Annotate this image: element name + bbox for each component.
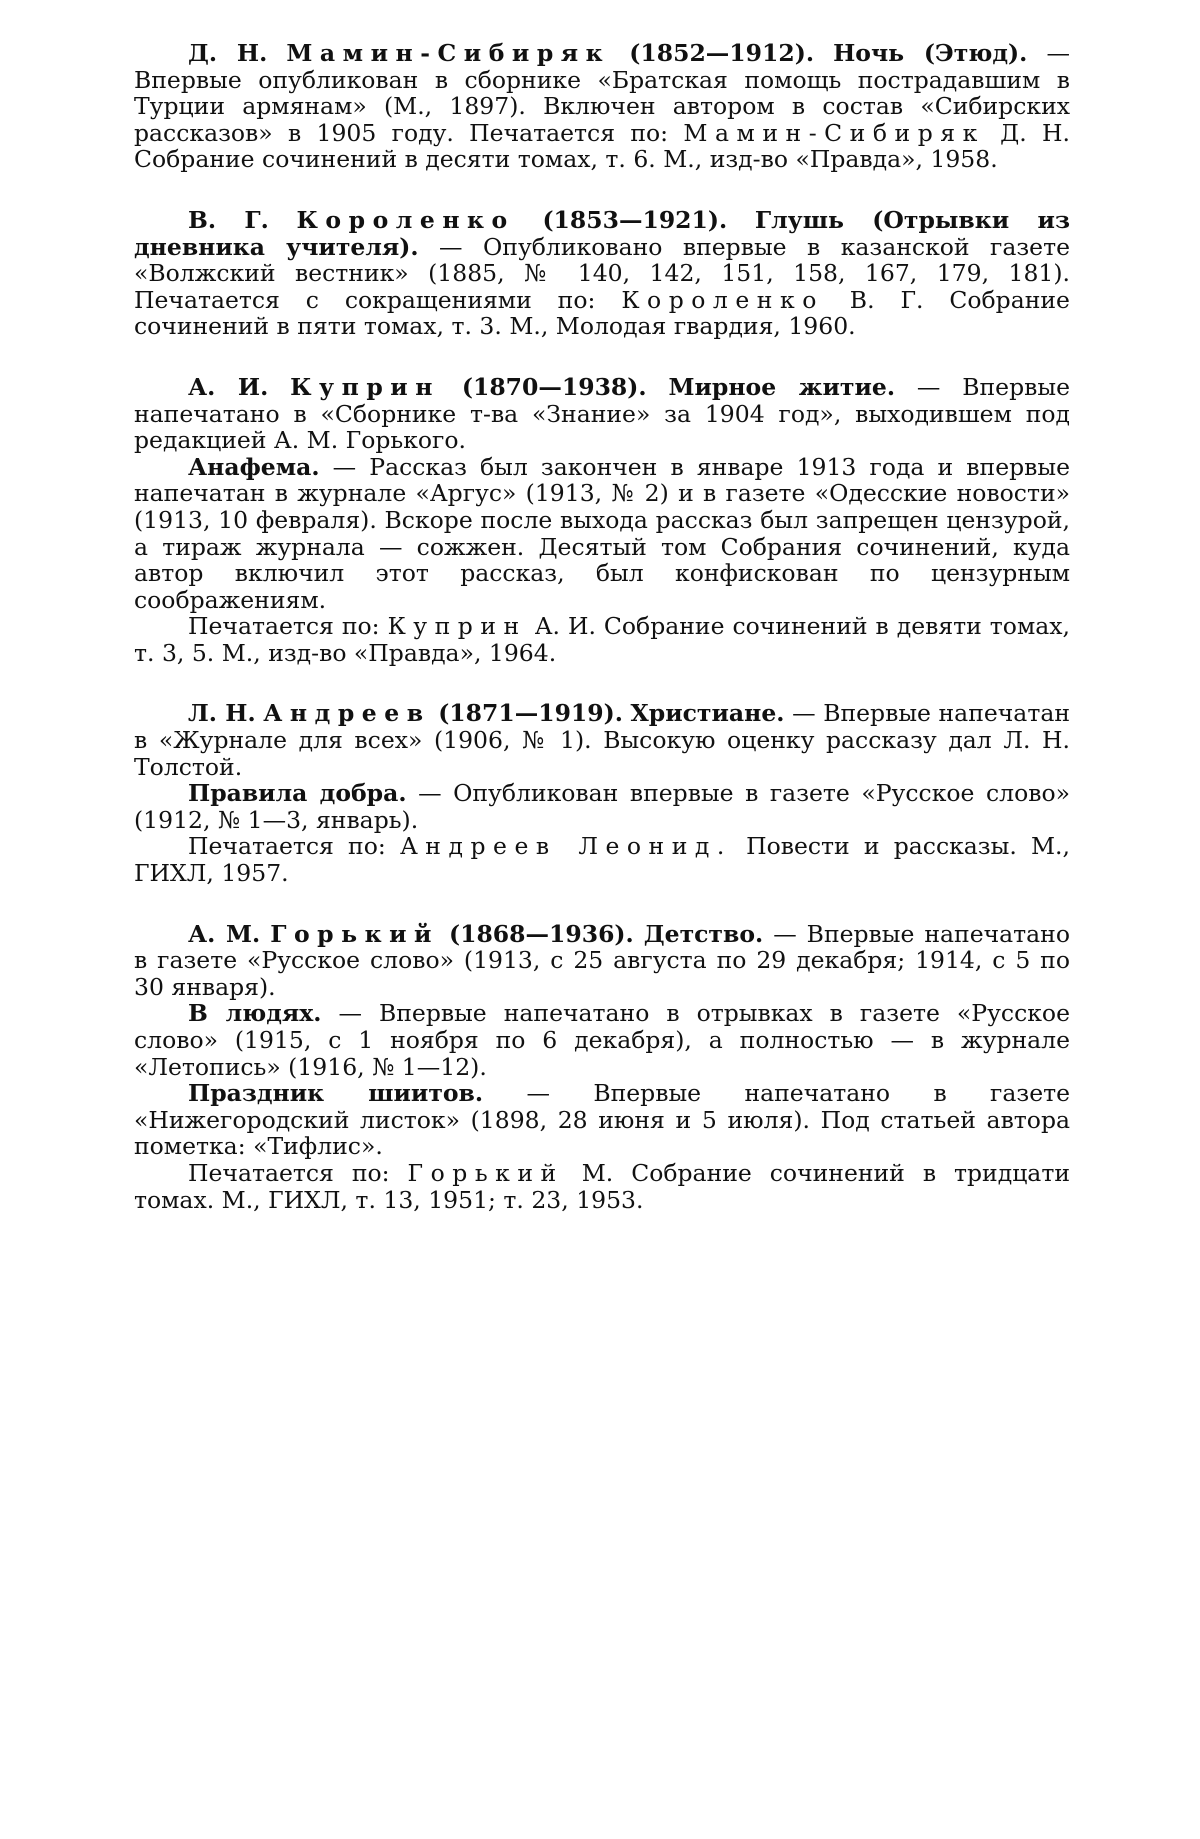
source-author: Короленко	[621, 285, 824, 314]
entry-paragraph	[134, 207, 1070, 340]
source-author: Куприн	[387, 612, 527, 641]
work-note: — Впервые напечатан в «Журнале для всех» (1906, № 1). Высокую оценку рассказу дал Л. Н. Толстой.	[134, 699, 1070, 781]
source-author: Андреев Леонид.	[399, 832, 732, 861]
entry-paragraph	[134, 780, 1070, 833]
entry-paragraph	[134, 40, 1070, 173]
source-details: Д. Н. Собрание сочинений в десяти томах, т. 6. М., изд-во «Правда», 1958.	[134, 118, 1070, 174]
entry-mamin-sibiryak	[134, 40, 1070, 173]
work-title: Христиане.	[630, 699, 785, 728]
work-note: — Рассказ был закончен в январе 1913 года и впервые напечатан в журнале «Аргус» (1913, № 2) и в газете «Одесские новости» (1913, 10 февраля). Вскоре после выхода рассказ был запрещен цензурой, а тираж журнала — сожжен. Десятый том Собрания сочинений, куда автор включил этот рассказ, был конфискован по цензурным соображениям.	[134, 452, 1070, 614]
author-surname: Куприн	[290, 372, 440, 401]
work-title: Анафема.	[188, 452, 320, 481]
author-surname: Короленко	[296, 205, 515, 234]
source-author: Горький	[407, 1158, 564, 1187]
entry-paragraph	[134, 700, 1070, 780]
source-author: Мамин-Сибиряк	[683, 118, 985, 147]
work-title: Ночь (Этюд).	[833, 39, 1028, 67]
source-paragraph	[134, 1160, 1070, 1213]
author-years: (1871—1919).	[438, 699, 623, 728]
work-title: В людях.	[188, 999, 322, 1028]
author-initials: Л. Н.	[188, 699, 256, 728]
author-years: (1853—1921).	[542, 205, 728, 234]
entry-paragraph	[134, 374, 1070, 454]
author-initials: В. Г.	[188, 205, 269, 234]
author-years: (1868—1936).	[448, 919, 634, 948]
author-initials: А. И.	[188, 372, 269, 401]
work-title: Праздник шиитов.	[188, 1079, 484, 1108]
entry-korolenko	[134, 207, 1070, 340]
work-note: — Впервые опубликован в сборнике «Братская помощь пострадавшим в Турции армянам» (М., 1897). Включен автором в состав «Сибирских рассказов» в 1905 году. Печатается по:	[134, 39, 1070, 147]
entry-paragraph	[134, 454, 1070, 614]
work-title: Детство.	[643, 919, 764, 948]
work-note: — Впервые напечатано в отрывках в газете «Русское слово» (1915, с 1 ноября по 6 декабря), а полностью — в журнале «Летопись» (1916, № 1—12).	[134, 999, 1070, 1081]
author-years: (1870—1938).	[461, 372, 647, 401]
entry-paragraph	[134, 1080, 1070, 1160]
work-note: — Опубликовано впервые в казанской газете «Волжский вестник» (1885, № 140, 142, 151, 158, 167, 179, 181). Печатается с сокращениями по:	[134, 232, 1070, 314]
source-intro: Печатается по:	[188, 832, 386, 861]
source-details: Повести и рассказы. М., ГИХЛ, 1957.	[134, 832, 1070, 888]
author-years: (1852—1912).	[629, 39, 814, 67]
author-initials: Д. Н.	[188, 39, 268, 67]
work-title: Правила добра.	[188, 779, 407, 808]
author-surname: Горький	[270, 919, 439, 948]
source-details: А. И. Собрание сочинений в девяти томах, т. 3, 5. М., изд-во «Правда», 1964.	[134, 612, 1070, 667]
source-intro: Печатается по:	[188, 612, 380, 641]
work-title: Глушь (Отрывки из дневника учителя).	[134, 205, 1070, 261]
source-intro: Печатается по:	[188, 1158, 390, 1187]
author-initials: А. М.	[188, 919, 261, 948]
work-note: — Впервые напечатано в газете «Русское слово» (1913, с 25 августа по 29 декабря; 1914, с 5 по 30 января).	[134, 919, 1070, 1001]
entry-paragraph	[134, 921, 1070, 1001]
document-page	[134, 40, 1070, 1247]
source-paragraph	[134, 833, 1070, 886]
work-note: — Впервые напечатано в «Сборнике т-ва «Знание» за 1904 год», выходившем под редакцией А. М. Горького.	[134, 372, 1070, 455]
source-paragraph	[134, 613, 1070, 666]
author-surname: Мамин-Сибиряк	[286, 39, 611, 67]
author-surname: Андреев	[263, 699, 431, 728]
work-title: Мирное житие.	[668, 372, 896, 401]
entry-andreev	[134, 700, 1070, 886]
source-details: М. Собрание сочинений в тридцати томах. М., ГИХЛ, т. 13, 1951; т. 23, 1953.	[134, 1158, 1070, 1214]
work-note: — Впервые напечатано в газете «Нижегородский листок» (1898, 28 июня и 5 июля). Под статьей автора пометка: «Тифлис».	[134, 1079, 1071, 1161]
work-note: — Опубликован впервые в газете «Русское слово» (1912, № 1—3, январь).	[134, 779, 1070, 834]
entry-paragraph	[134, 1000, 1070, 1080]
entry-gorky	[134, 921, 1070, 1214]
entry-kuprin	[134, 374, 1070, 667]
source-details: В. Г. Собрание сочинений в пяти томах, т. 3. М., Молодая гвардия, 1960.	[134, 285, 1070, 341]
